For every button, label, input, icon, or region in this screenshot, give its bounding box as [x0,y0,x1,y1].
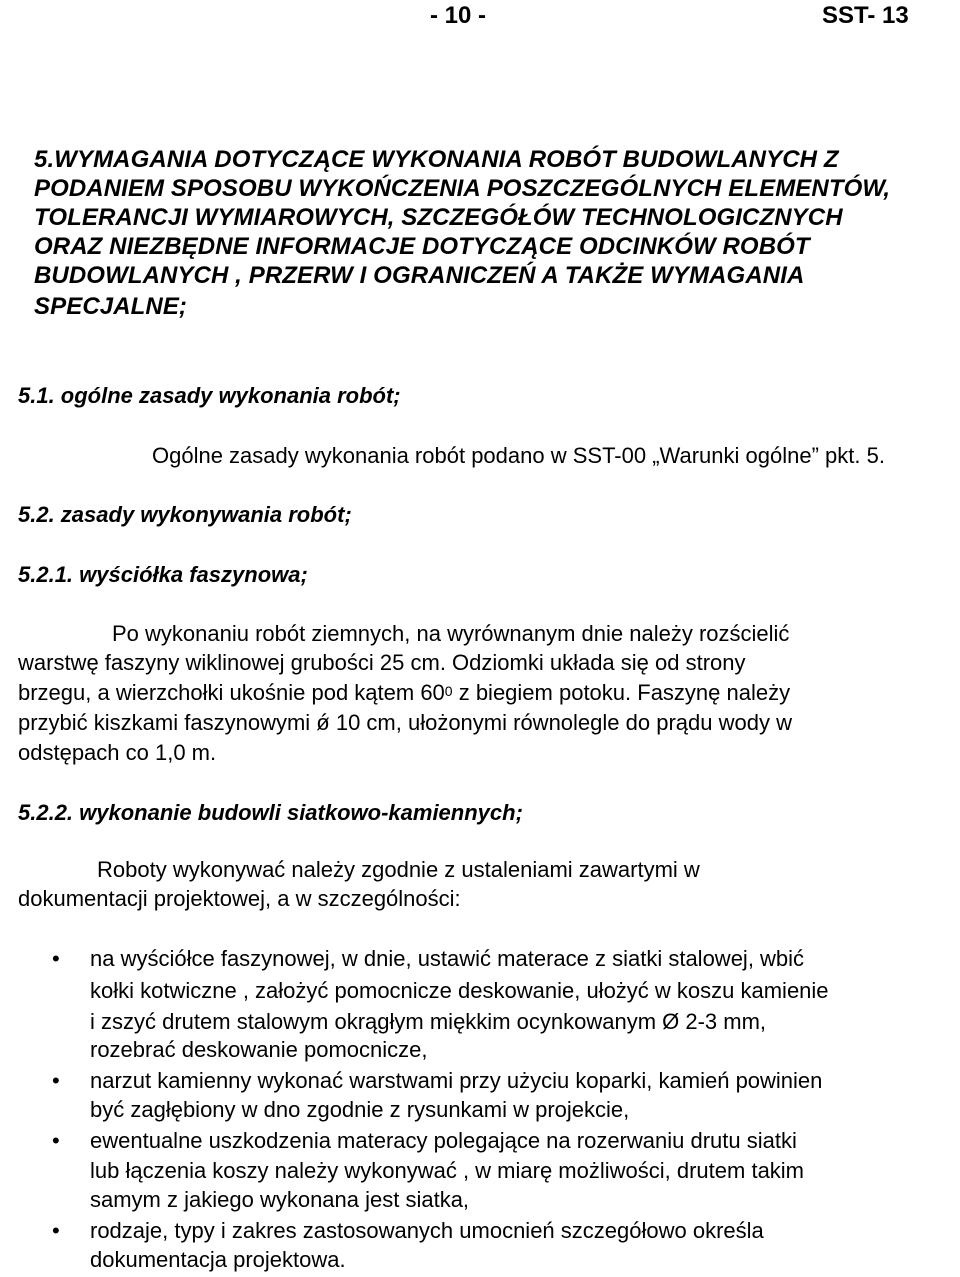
section-5-1-heading: 5.1. ogólne zasady wykonania robót; [18,383,401,408]
bullet-icon: • [52,1128,60,1153]
paragraph-line: warstwę faszyny wiklinowej grubości 25 cm. Odziomki układa się od strony [18,650,746,675]
list-item-line: ewentualne uszkodzenia materacy polegające na rozerwaniu drutu siatki [90,1128,797,1153]
section-5-2-2-intro-line: Roboty wykonywać należy zgodnie z ustaleniami zawartymi w [97,857,700,882]
section-5-1-text: Ogólne zasady wykonania robót podano w SST-00 „Warunki ogólne” pkt. 5. [152,443,885,468]
list-item-line: być zagłębiony w dno zgodnie z rysunkami w projekcie, [90,1097,630,1122]
section-5-2-1-heading: 5.2.1. wyściółka faszynowa; [18,562,308,587]
section-5-2-heading: 5.2. zasady wykonywania robót; [18,502,352,527]
heading-line: BUDOWLANYCH , PRZERW I OGRANICZEŃ A TAKŻE WYMAGANIA [34,262,805,289]
list-item-line: samym z jakiego wykonana jest siatka, [90,1187,470,1212]
heading-line: 5.WYMAGANIA DOTYCZĄCE WYKONANIA ROBÓT BUDOWLANYCH Z [34,146,839,173]
bullet-icon: • [52,1068,60,1093]
list-item-line: na wyściółce faszynowej, w dnie, ustawić materace z siatki stalowej, wbić [90,946,805,971]
heading-line: SPECJALNE; [34,293,188,320]
degree-superscript: 0 [444,683,453,699]
document-code: SST- 13 [822,2,909,29]
list-item-line: lub łączenia koszy należy wykonywać , w miarę możliwości, drutem takim [90,1158,805,1183]
bullet-icon: • [52,946,60,971]
paragraph-line: przybić kiszkami faszynowymi ǿ 10 cm, ułożonymi równolegle do prądu wody w [18,710,792,735]
text-fragment: z biegiem potoku. Faszynę należy [452,680,791,705]
heading-line: ORAZ NIEZBĘDNE INFORMACJE DOTYCZĄCE ODCINKÓW ROBÓT [34,233,810,260]
list-item-line: rozebrać deskowanie pomocnicze, [90,1037,428,1062]
list-item-line: narzut kamienny wykonać warstwami przy użyciu koparki, kamień powinien [90,1068,823,1093]
heading-line: PODANIEM SPOSOBU WYKOŃCZENIA POSZCZEGÓLNYCH ELEMENTÓW, [34,175,891,202]
bullet-icon: • [52,1218,60,1243]
section-5-2-2-heading: 5.2.2. wykonanie budowli siatkowo-kamiennych; [18,800,523,825]
paragraph-line: Po wykonaniu robót ziemnych, na wyrównanym dnie należy rozścielić [112,621,790,646]
list-item-line: rodzaje, typy i zakres zastosowanych umocnień szczegółowo określa [90,1218,764,1243]
section-5-2-2-intro-line: dokumentacji projektowej, a w szczególności: [18,886,461,911]
list-item-line: i zszyć drutem stalowym okrągłym miękkim ocynkowanym Ø 2-3 mm, [90,1009,767,1034]
text-fragment: brzegu, a wierzchołki ukośnie pod kątem 60 [18,680,445,705]
page-number: - 10 - [430,2,487,29]
paragraph-line [18,680,790,706]
paragraph-line: odstępach co 1,0 m. [18,740,217,765]
list-item-line: kołki kotwiczne , założyć pomocnicze deskowanie, ułożyć w koszu kamienie [90,978,829,1003]
list-item-line: dokumentacja projektowa. [90,1247,346,1272]
heading-line: TOLERANCJI WYMIAROWYCH, SZCZEGÓŁÓW TECHNOLOGICZNYCH [34,204,843,231]
